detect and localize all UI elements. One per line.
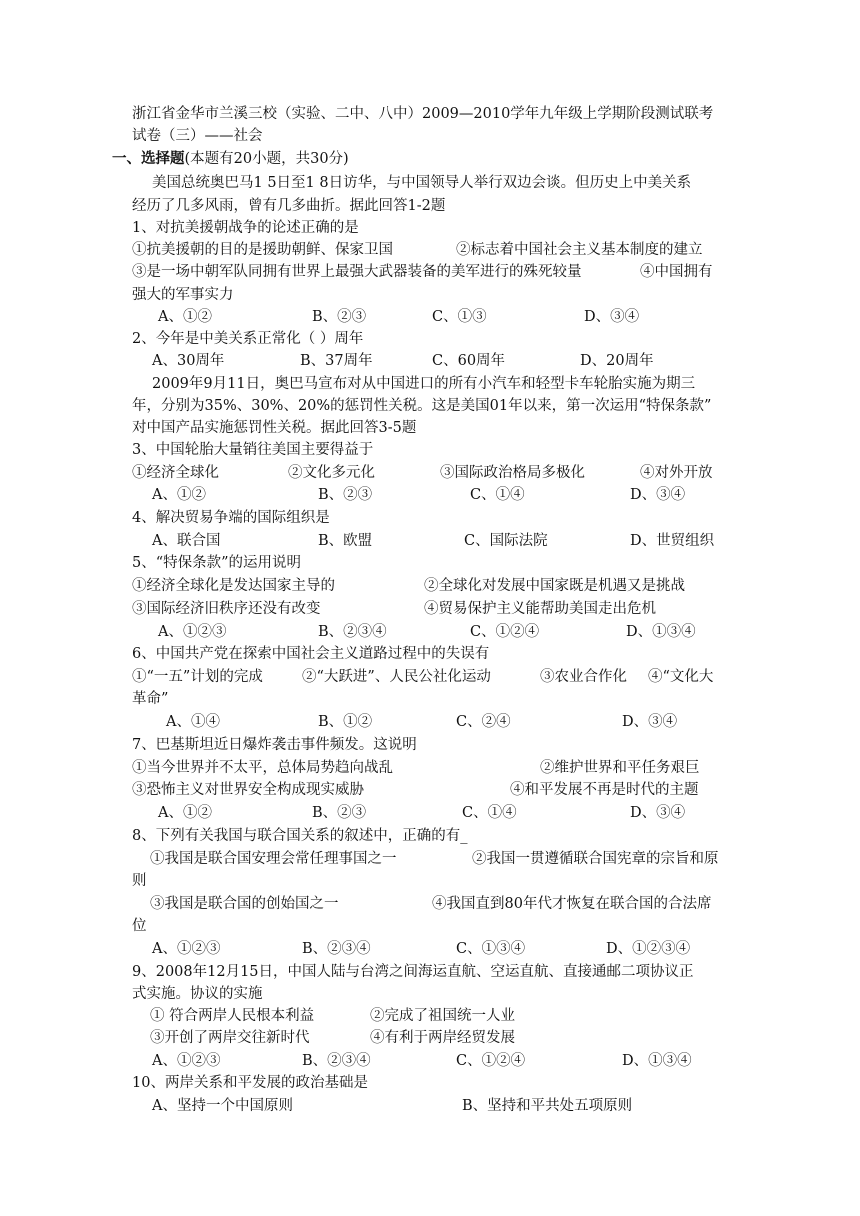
q1-statement-3: ③是一场中朝军队同拥有世界上最强大武器装备的美军进行的殊死较量 — [132, 264, 582, 280]
q9-option-b: B、②③④ — [302, 1053, 371, 1069]
q1-option-c: C、①③ — [432, 309, 487, 325]
q8-option-b: B、②③④ — [302, 941, 371, 957]
q9-option-c: C、①②④ — [456, 1053, 526, 1069]
question-9-line1: 9、2008年12月15日，中国人陆与台湾之间海运直航、空运直航、直接通邮二项协议正 — [132, 964, 694, 980]
q5-option-c: C、①②④ — [470, 624, 540, 640]
intro-2-line1: 2009年9月11日，奥巴马宣布对从中国进口的所有小汽车和轻型卡车轮胎实施为期三 — [152, 376, 696, 392]
q6-option-d: D、③④ — [622, 714, 678, 730]
q5-option-d: D、①③④ — [626, 624, 696, 640]
q5-statement-4: ④贸易保护主义能帮助美国走出危机 — [424, 601, 656, 617]
q3-statement-2: ②文化多元化 — [288, 465, 375, 481]
intro-2-line2: 年，分别为35%、30%、20%的惩罚性关税。这是美国01年以来，第一次运用“特保条款” — [132, 398, 712, 414]
q6-option-c: C、②④ — [456, 714, 511, 730]
q8-option-c: C、①③④ — [456, 941, 526, 957]
q5-option-a: A、①②③ — [158, 624, 227, 640]
q3-option-a: A、①② — [152, 487, 206, 503]
q6-option-b: B、①② — [318, 714, 373, 730]
q6-statement-2: ②“大跃进”、人民公社化运动 — [302, 669, 491, 685]
exam-title-line1: 浙江省金华市兰溪三校（实验、二中、八中）2009—2010学年九年级上学期阶段测试联考 — [132, 106, 714, 122]
q4-option-c: C、国际法院 — [464, 533, 548, 549]
q3-option-c: C、①④ — [470, 487, 525, 503]
q8-statement-3: ③我国是联合国的创始国之一 — [150, 896, 339, 912]
q3-option-b: B、②③ — [318, 487, 373, 503]
q4-option-a: A、联合国 — [152, 533, 221, 549]
q7-statement-2: ②维护世界和平任务艰巨 — [540, 760, 700, 776]
q2-option-d: D、20周年 — [580, 353, 654, 369]
q6-statement-1: ①“一五”计划的完成 — [132, 669, 263, 685]
exam-title-line2: 试卷（三）——社会 — [132, 128, 263, 144]
question-8: 8、下列有关我国与联合国关系的叙述中，正确的有_ — [132, 828, 468, 844]
intro-1-line1: 美国总统奥巴马1 5日至1 8日访华，与中国领导人举行双边会谈。但历史上中美关系 — [152, 175, 692, 191]
question-4: 4、解决贸易争端的国际组织是 — [132, 510, 330, 526]
q9-statement-3: ③开创了两岸交往新时代 — [150, 1030, 310, 1046]
section-title: 一、选择题 — [112, 150, 185, 167]
q1-option-a: A、①② — [158, 309, 212, 325]
q8-statement-1: ①我国是联合国安理会常任理事国之一 — [150, 851, 397, 867]
q1-statement-4: ④中国拥有 — [640, 264, 713, 280]
question-7: 7、巴基斯坦近日爆炸袭击事件频发。这说明 — [132, 737, 417, 753]
q3-statement-3: ③国际政治格局多极化 — [440, 465, 585, 481]
q8-statement-4-cont: 位 — [132, 918, 147, 934]
q1-statement-4-cont: 强大的军事实力 — [132, 287, 234, 303]
q8-statement-2: ②我国一贯遵循联合国宪章的宗旨和原 — [472, 851, 719, 867]
intro-1-line2: 经历了几多风雨，曾有几多曲折。据此回答1-2题 — [132, 198, 446, 214]
q3-statement-4: ④对外开放 — [640, 465, 713, 481]
q9-statement-1: ① 符合两岸人民根本利益 — [150, 1008, 315, 1024]
q6-statement-4-cont: 革命” — [132, 691, 169, 707]
q5-option-b: B、②③④ — [318, 624, 387, 640]
q6-statement-3: ③农业合作化 — [540, 669, 627, 685]
q9-statement-4: ④有利于两岸经贸发展 — [370, 1030, 515, 1046]
q2-option-a: A、30周年 — [152, 353, 225, 369]
q8-statement-2-cont: 则 — [132, 873, 147, 889]
q9-option-d: D、①③④ — [622, 1053, 692, 1069]
q8-statement-4: ④我国直到80年代才恢复在联合国的合法席 — [432, 896, 712, 912]
q2-option-c: C、60周年 — [432, 353, 506, 369]
q7-option-b: B、②③ — [312, 805, 367, 821]
q1-option-b: B、②③ — [312, 309, 367, 325]
q2-option-b: B、37周年 — [300, 353, 373, 369]
question-3: 3、中国轮胎大量销往美国主要得益于 — [132, 442, 374, 458]
q8-option-d: D、①②③④ — [606, 941, 691, 957]
q5-statement-2: ②全球化对发展中国家既是机遇又是挑战 — [424, 578, 685, 594]
q5-statement-3: ③国际经济旧秩序还没有改变 — [132, 601, 321, 617]
q7-option-c: C、①④ — [462, 805, 517, 821]
q10-option-a: A、坚持一个中国原则 — [152, 1098, 293, 1114]
q7-statement-1: ①当今世界并不太平，总体局势趋向战乱 — [132, 760, 393, 776]
section-heading — [112, 148, 349, 170]
question-6: 6、中国共产党在探索中国社会主义道路过程中的失误有 — [132, 646, 490, 662]
q1-statement-2: ②标志着中国社会主义基本制度的建立 — [456, 242, 703, 258]
q6-option-a: A、①④ — [166, 714, 220, 730]
q1-statement-1: ①抗美援朝的目的是援助朝鲜、保家卫国 — [132, 242, 393, 258]
q6-statement-4: ④“文化大 — [648, 669, 714, 685]
q9-option-a: A、①②③ — [152, 1053, 221, 1069]
q4-option-b: B、欧盟 — [318, 533, 373, 549]
q7-option-a: A、①② — [158, 805, 212, 821]
q10-option-b: B、坚持和平共处五项原则 — [462, 1098, 633, 1114]
question-10: 10、两岸关系和平发展的政治基础是 — [132, 1075, 368, 1091]
q7-option-d: D、③④ — [630, 805, 686, 821]
q7-statement-4: ④和平发展不再是时代的主题 — [510, 782, 699, 798]
question-5: 5、“特保条款”的运用说明 — [132, 555, 302, 571]
question-9-line2: 式实施。协议的实施 — [132, 986, 263, 1002]
q4-option-d: D、世贸组织 — [630, 533, 715, 549]
question-2: 2、今年是中美关系正常化（ ）周年 — [132, 331, 364, 347]
q9-statement-2: ②完成了祖国统一人业 — [370, 1008, 515, 1024]
question-1: 1、对抗美援朝战争的论述正确的是 — [132, 220, 359, 236]
q7-statement-3: ③恐怖主义对世界安全构成现实威胁 — [132, 782, 364, 798]
q5-statement-1: ①经济全球化是发达国家主导的 — [132, 578, 335, 594]
q3-statement-1: ①经济全球化 — [132, 465, 219, 481]
q1-option-d: D、③④ — [584, 309, 640, 325]
section-note: (本题有20小题，共30分) — [184, 151, 349, 167]
q8-option-a: A、①②③ — [152, 941, 221, 957]
intro-2-line3: 对中国产品实施惩罚性关税。据此回答3-5题 — [132, 420, 417, 436]
q3-option-d: D、③④ — [630, 487, 686, 503]
